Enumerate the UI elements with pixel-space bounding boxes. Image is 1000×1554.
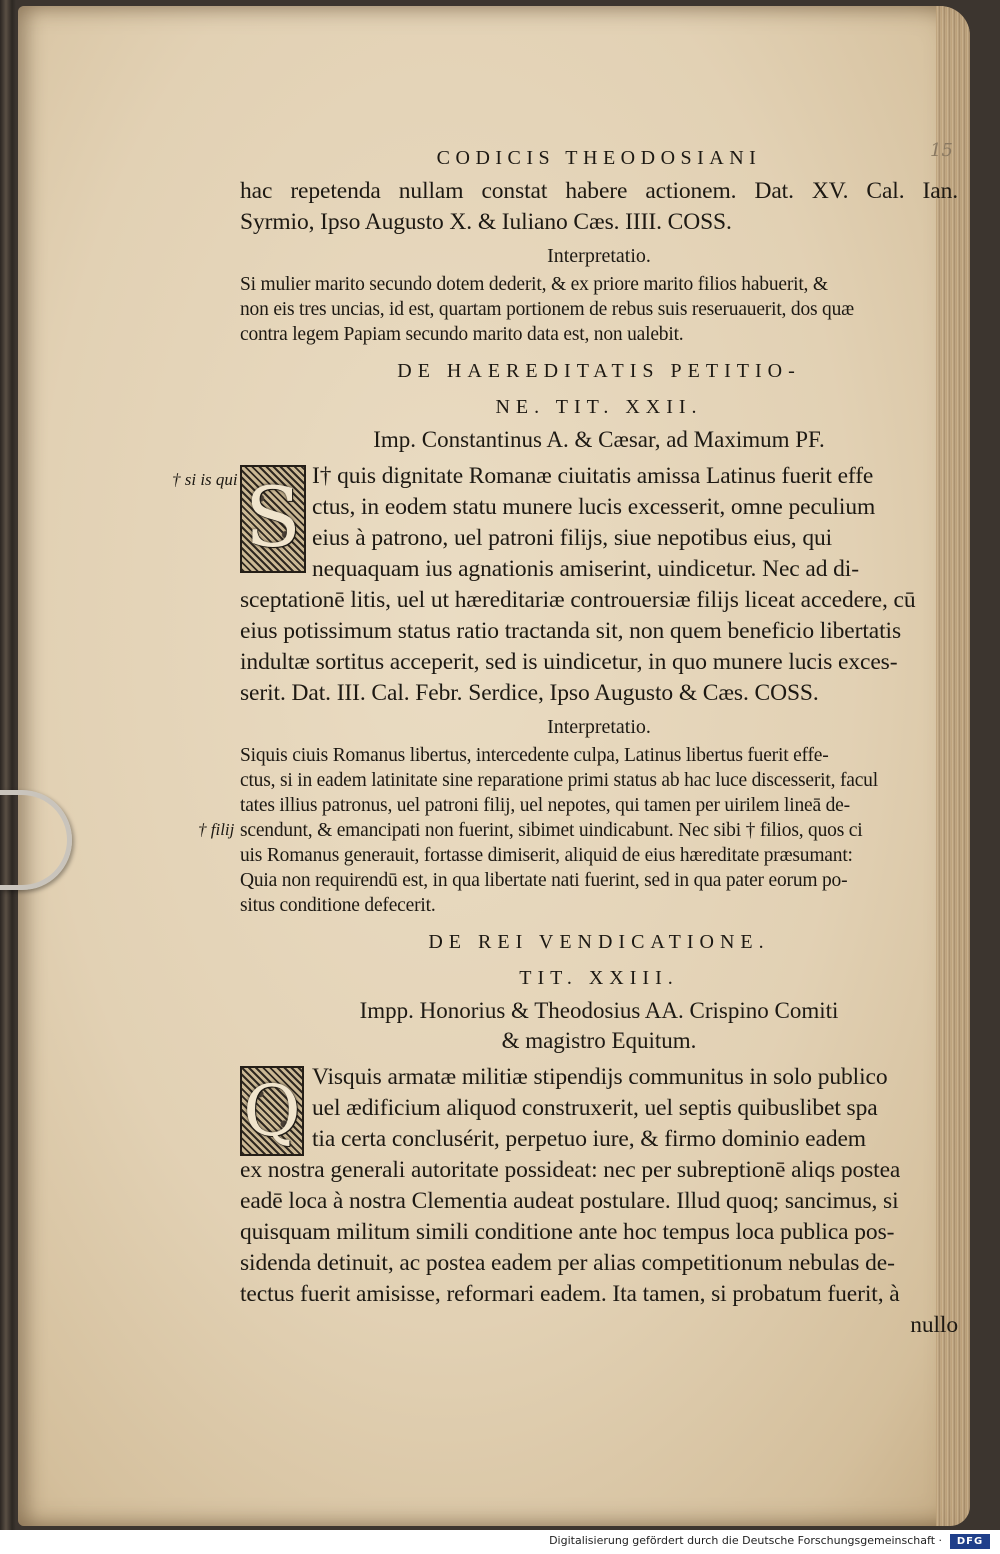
text-line: nequaquam ius agnationis amiserint, uindicetur. Nec ad di- (312, 556, 859, 582)
rubric: & magistro Equitum. (501, 1028, 697, 1053)
text-line: indultæ sortitus acceperit, sed is uindicetur, in quo munere lucis exces- (240, 649, 898, 675)
text-line: sidenda detinuit, ac postea eadem per alias competitionum nebulas de- (240, 1250, 895, 1276)
text-line: tia certa conclusérit, perpetuo iure, & firmo dominio eadem (312, 1126, 866, 1152)
text-line: non eis tres uncias, id est, quartam portionem de rebus suis reseruauerit, dos quæ (240, 299, 854, 320)
text-line: eius potissimum status ratio tractanda sit, non quem beneficio libertatis (240, 618, 902, 644)
interpretatio-heading: Interpretatio. (547, 716, 651, 738)
text-line: Siquis ciuis Romanus libertus, intercedente culpa, Latinus libertus fuerit effe- (240, 745, 829, 766)
title-number: NE. TIT. XXII. (495, 396, 703, 418)
text-line: tates illius patronus, uel patroni filij, uel nepotes, qui tamen per uirilem lineā de- (240, 795, 850, 816)
rubric: Imp. Constantinus A. & Cæsar, ad Maximum PF. (373, 427, 825, 452)
page-text (240, 140, 958, 1341)
text-line: Si mulier marito secundo dotem dederit, & ex priore marito filios habuerit, & (240, 274, 828, 295)
interpretatio-heading: Interpretatio. (547, 245, 651, 267)
title-number: TIT. XXIII. (519, 967, 679, 989)
text-line: ctus, in eodem statu munere lucis excesserit, omne peculium (312, 494, 876, 520)
footer-bar (0, 1530, 1000, 1554)
text-line: eadē loca à nostra Clementia audeat postulare. Illud quoq; sancimus, si (240, 1188, 899, 1214)
rubric: Impp. Honorius & Theodosius AA. Crispino Comiti (359, 998, 839, 1023)
text-line: hac repetenda nullam constat habere actionem. Dat. XV. Cal. Ian. (240, 178, 958, 204)
margin-note: † si is qui (172, 470, 238, 489)
text-line: eius à patrono, uel patroni filijs, siue nepotibus eius, qui (312, 525, 833, 551)
decorated-initial-s (240, 465, 306, 573)
section-xxiii (240, 1062, 958, 1341)
text-line: Visquis armatæ militiæ stipendijs communitus in solo publico (312, 1064, 888, 1090)
text-line: ex nostra generali autoritate possideat: nec per subreptionē aliqs postea (240, 1157, 901, 1183)
text-line: scendunt, & emancipati non fuerint, sibimet uindicabunt. Nec sibi † filios, quos ci (240, 820, 863, 841)
text-line: Quia non requirendū est, in qua libertate nati fuerint, sed in qua pater eorum po- (240, 870, 848, 891)
title-heading: DE REI VENDICATIONE. (428, 931, 770, 953)
funding-notice: Digitalisierung gefördert durch die Deutsche Forschungsgemeinschaft · (549, 1534, 942, 1547)
text-line: contra legem Papiam secundo marito data est, non ualebit. (240, 324, 684, 345)
text-line: tectus fuerit amisisse, reformari eadem. Ita tamen, si probatum fuerit, à (240, 1281, 900, 1307)
decorated-initial-q (240, 1066, 304, 1156)
text-line: I† quis dignitate Romanæ ciuitatis amissa Latinus fuerit effe (312, 463, 874, 489)
initial-letter: Q (243, 1070, 301, 1152)
text-line: situs conditione defecerit. (240, 895, 436, 916)
text-line: uis Romanus generauit, fortasse dimiserit, aliquid de eius hæreditate præsumant: (240, 845, 853, 866)
margin-note: † filij (198, 820, 235, 839)
title-heading: DE HAEREDITATIS PETITIO- (397, 360, 801, 382)
text-line: serit. Dat. III. Cal. Febr. Serdice, Ipso Augusto & Cæs. COSS. (240, 680, 819, 706)
text-line: sceptationē litis, uel ut hæreditariæ controuersiæ filijs liceat accedere, cū (240, 587, 916, 613)
text-line: ctus, si in eadem latinitate sine reparatione primi status ab hac luce discesserit, facul (240, 770, 878, 791)
text-line: Syrmio, Ipso Augusto X. & Iuliano Cæs. IIII. COSS. (240, 209, 732, 235)
catchword: nullo (910, 1312, 958, 1338)
running-head: CODICIS THEODOSIANI (436, 147, 762, 169)
initial-letter: S (244, 471, 302, 566)
text-line: uel ædificium aliquod construxerit, uel septis quibuslibet spa (312, 1095, 878, 1121)
folio-mark: 15 (930, 140, 953, 161)
section-xxii (240, 461, 958, 709)
dfg-logo: DFG (950, 1534, 990, 1549)
text-line: quisquam militum simili conditione ante hoc tempus loca publica pos- (240, 1219, 895, 1245)
